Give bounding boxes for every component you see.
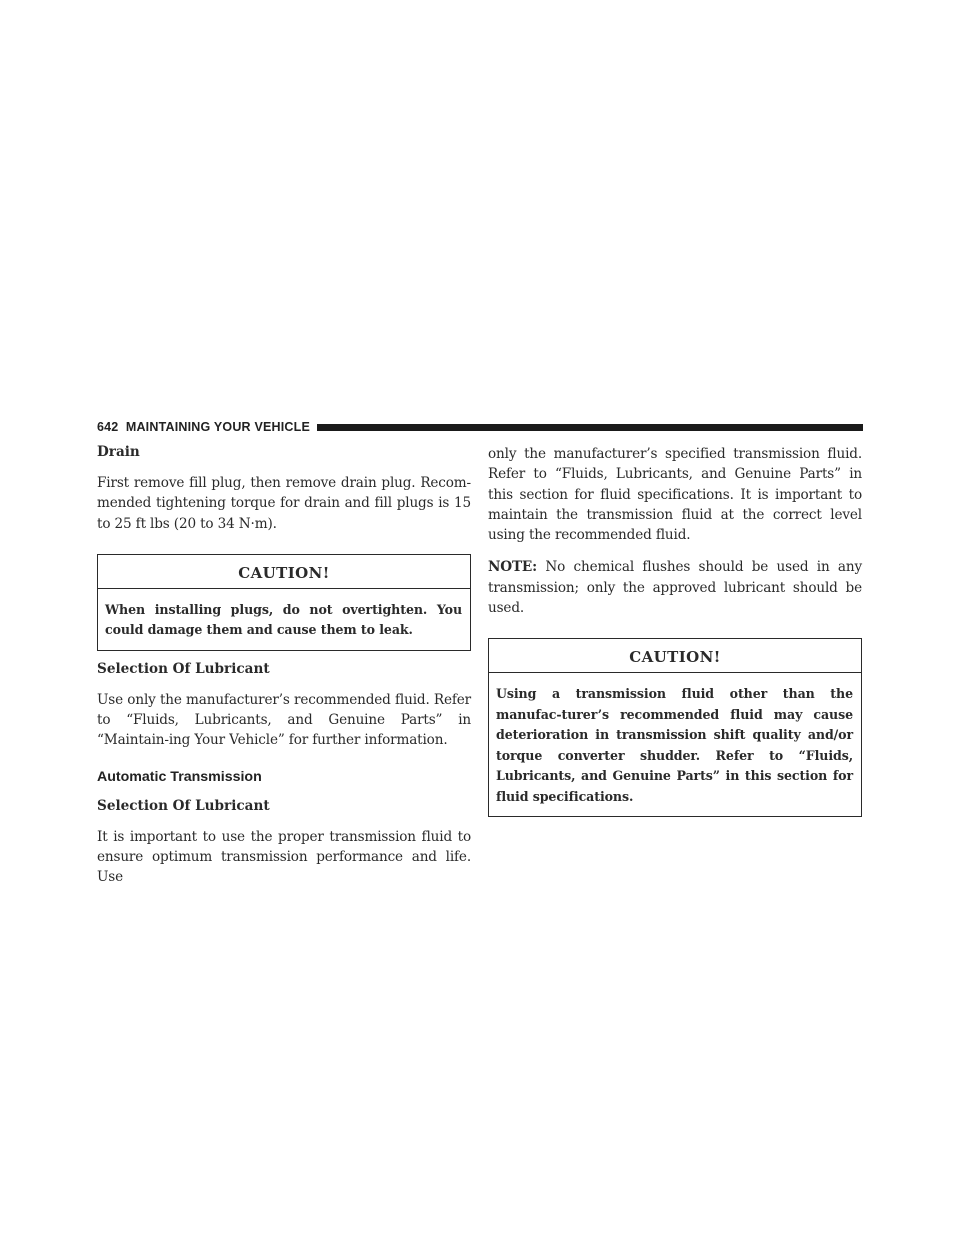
caution-title: CAUTION! <box>98 555 470 589</box>
left-column <box>97 444 471 900</box>
caution-box-fluid <box>488 638 862 817</box>
right-column <box>488 444 862 827</box>
caution-text: When installing plugs, do not overtighten. You could damage them and cause them to leak. <box>105 601 462 638</box>
auto-lubricant-paragraph: It is important to use the proper transmission fluid to ensure optimum transmission performance and life. Use <box>97 828 471 886</box>
page-number <box>97 420 310 434</box>
drain-heading: Drain <box>97 444 140 460</box>
header-rule <box>317 424 863 431</box>
auto-lubricant-heading: Selection Of Lubricant <box>97 797 270 814</box>
caution-title: CAUTION! <box>489 639 861 673</box>
page-number-value: 642 <box>97 420 119 434</box>
lubricant-heading: Selection Of Lubricant <box>97 660 270 677</box>
note-paragraph <box>488 557 862 618</box>
drain-paragraph: First remove fill plug, then remove drain plug. Recom-mended tightening torque for drain and fill plugs is 15 to 25 ft lbs (20 to 34 N·m). <box>97 475 471 532</box>
page-header <box>97 417 863 437</box>
lubricant-paragraph: Use only the manufacturer’s recommended fluid. Refer to “Fluids, Lubricants, and Genuine Parts” in “Maintain-ing Your Vehicle” for further information. <box>97 691 471 749</box>
continued-paragraph: only the manufacturer’s specified transmission fluid. Refer to “Fluids, Lubricants, and Genuine Parts” in this section for fluid specifications. It is important to maintain the transmission fluid at the correct level using the recommended fluid. <box>488 446 862 544</box>
caution-box-plugs <box>97 554 471 651</box>
section-title: MAINTAINING YOUR VEHICLE <box>125 420 311 434</box>
note-label: NOTE: <box>488 559 538 576</box>
automatic-transmission-heading: Automatic Transmission <box>97 768 262 785</box>
caution-text: Using a transmission fluid other than the manufac-turer’s recommended fluid may cause deterioration in transmission shift quality and/or torque converter shudder. Refer to “Fluids, Lubricants, and Genuine Parts” in this section for fluid specifications. <box>496 686 853 804</box>
note-text: No chemical flushes should be used in any transmission; only the approved lubricant should be used. <box>488 559 862 617</box>
